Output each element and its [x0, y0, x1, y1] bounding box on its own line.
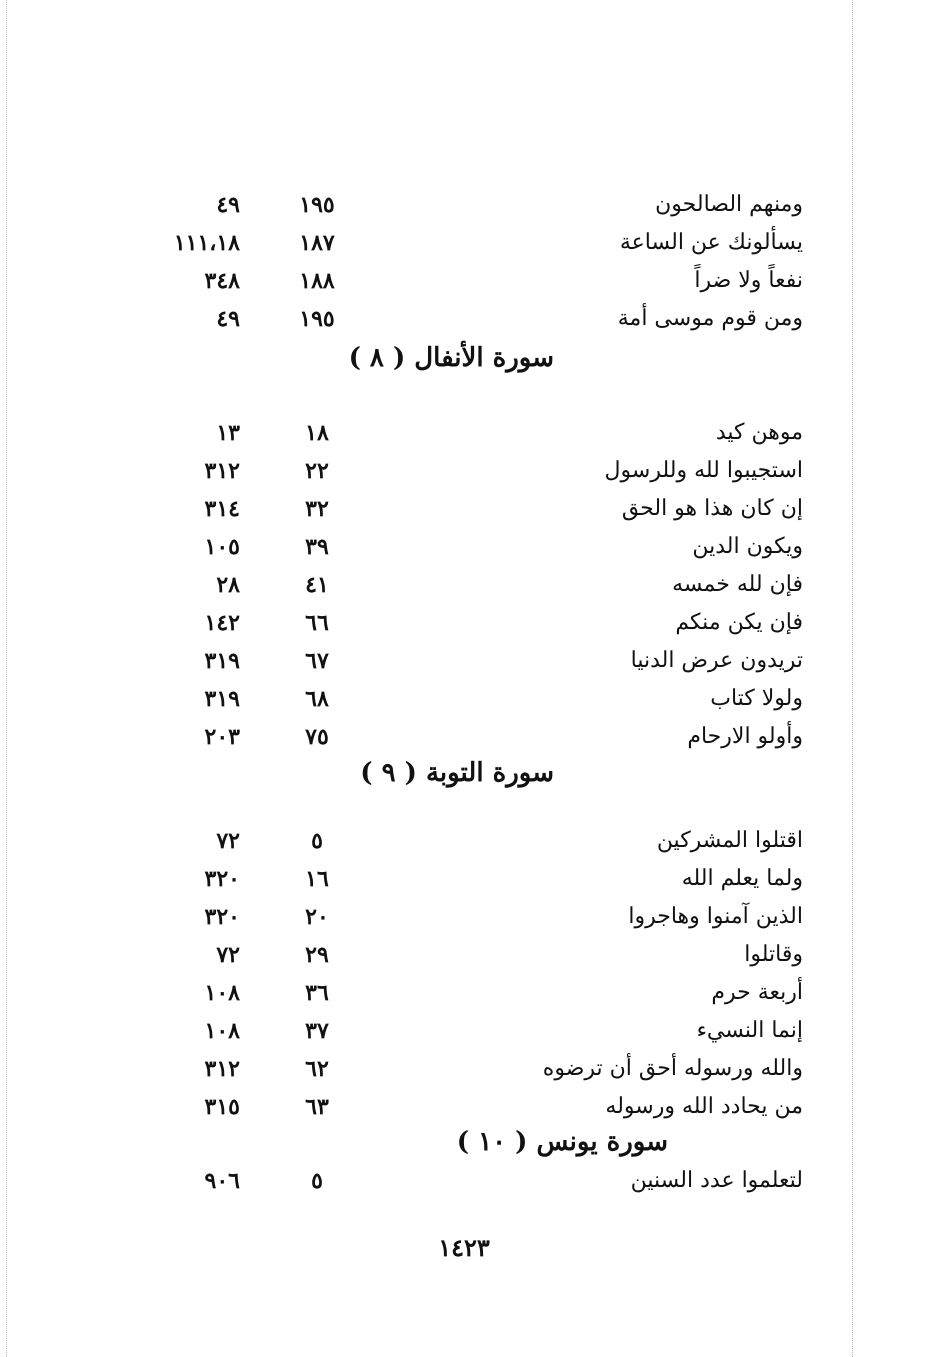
verse-number: ٢٠ — [305, 904, 329, 930]
verse-number: ٦٢ — [305, 1056, 329, 1082]
verse-phrase: إن كان هذا هو الحق — [621, 496, 803, 521]
verse-phrase: ومن قوم موسى أمة — [617, 306, 803, 331]
verse-number: ٣٧ — [305, 1018, 329, 1044]
verse-phrase: أربعة حرم — [711, 980, 803, 1005]
index-row — [0, 822, 928, 860]
index-row — [0, 604, 928, 642]
page-reference: ٣٤٨ — [204, 268, 240, 294]
page-reference: ٣١٥ — [204, 1094, 240, 1120]
index-row — [0, 860, 928, 898]
verse-number: ٧٥ — [305, 724, 329, 750]
index-row — [0, 898, 928, 936]
page-reference: ١٠٨ — [204, 1018, 240, 1044]
index-row — [0, 300, 928, 338]
verse-number: ١٨ — [305, 420, 329, 446]
index-row — [0, 528, 928, 566]
page-reference: ٩٠٦ — [204, 1168, 240, 1194]
verse-number: ٣٩ — [305, 534, 329, 560]
surah-heading-yunus: سورة يونس ( ١٠ ) — [456, 1127, 668, 1157]
verse-phrase: ولولا كتاب — [710, 686, 803, 711]
verse-phrase: نفعاً ولا ضراً — [694, 268, 803, 293]
verse-phrase: والله ورسوله أحق أن ترضوه — [542, 1056, 803, 1081]
verse-phrase: ومنهم الصالحون — [655, 192, 803, 217]
page-reference: ٣١٢ — [204, 1056, 240, 1082]
index-row — [0, 974, 928, 1012]
index-row — [0, 452, 928, 490]
index-row — [0, 936, 928, 974]
verse-number: ٤١ — [305, 572, 329, 598]
page-reference: ٢٨ — [216, 572, 240, 598]
page-reference: ٣١٩ — [204, 648, 240, 674]
page-reference: ٧٢ — [216, 942, 240, 968]
verse-number: ٢٢ — [305, 458, 329, 484]
verse-number: ٣٦ — [305, 980, 329, 1006]
index-row — [0, 566, 928, 604]
page-reference: ٢٠٣ — [204, 724, 240, 750]
verse-number: ٦٦ — [305, 610, 329, 636]
page-number: ١٤٢٣ — [438, 1233, 490, 1262]
verse-phrase: ولما يعلم الله — [681, 866, 803, 891]
verse-number: ١٦ — [305, 866, 329, 892]
index-row — [0, 224, 928, 262]
verse-number: ٢٩ — [305, 942, 329, 968]
index-row — [0, 186, 928, 224]
verse-phrase: استجيبوا لله وللرسول — [604, 458, 803, 483]
index-row — [0, 414, 928, 452]
verse-phrase: لتعلموا عدد السنين — [630, 1168, 803, 1193]
verse-phrase: يسألونك عن الساعة — [619, 230, 803, 255]
index-row — [0, 1162, 928, 1200]
page-reference: ١١١،١٨ — [173, 230, 240, 256]
page-reference: ١٠٥ — [204, 534, 240, 560]
verse-phrase: تريدون عرض الدنيا — [630, 648, 803, 673]
index-row — [0, 490, 928, 528]
index-row — [0, 262, 928, 300]
page-reference: ٣١٤ — [204, 496, 240, 522]
verse-phrase: ويكون الدين — [692, 534, 803, 559]
verse-number: ١٨٧ — [299, 230, 335, 256]
verse-phrase: إنما النسيء — [696, 1018, 803, 1043]
verse-phrase: وأولو الارحام — [687, 724, 803, 749]
verse-number: ١٩٥ — [299, 306, 335, 332]
page-reference: ١٠٨ — [204, 980, 240, 1006]
verse-phrase: اقتلوا المشركين — [656, 828, 803, 853]
verse-number: ٦٨ — [305, 686, 329, 712]
verse-number: ١٨٨ — [299, 268, 335, 294]
page-reference: ٤٩ — [216, 306, 240, 332]
verse-phrase: فإن لله خمسه — [672, 572, 803, 597]
page-reference: ٣١٢ — [204, 458, 240, 484]
page-reference: ١٣ — [216, 420, 240, 446]
verse-number: ١٩٥ — [299, 192, 335, 218]
page-reference: ٣٢٠ — [204, 904, 240, 930]
verse-phrase: وقاتلوا — [744, 942, 803, 967]
page-reference: ٣١٩ — [204, 686, 240, 712]
surah-heading-tawba: سورة التوبة ( ٩ ) — [360, 758, 554, 788]
verse-phrase: موهن كيد — [715, 420, 803, 445]
verse-number: ٦٧ — [305, 648, 329, 674]
index-row — [0, 1012, 928, 1050]
surah-heading-anfal: سورة الأنفال ( ٨ ) — [348, 343, 554, 373]
index-row — [0, 680, 928, 718]
page-reference: ١٤٢ — [204, 610, 240, 636]
verse-phrase: فإن يكن منكم — [675, 610, 803, 635]
index-row — [0, 642, 928, 680]
index-row — [0, 718, 928, 756]
verse-number: ٦٣ — [305, 1094, 329, 1120]
page-reference: ٤٩ — [216, 192, 240, 218]
index-row — [0, 1088, 928, 1126]
index-row — [0, 1050, 928, 1088]
page-reference: ٣٢٠ — [204, 866, 240, 892]
verse-number: ٥ — [311, 1168, 323, 1194]
verse-phrase: من يحادد الله ورسوله — [605, 1094, 803, 1119]
page-reference: ٧٢ — [216, 828, 240, 854]
verse-number: ٥ — [311, 828, 323, 854]
verse-number: ٣٢ — [305, 496, 329, 522]
verse-phrase: الذين آمنوا وهاجروا — [628, 904, 803, 929]
